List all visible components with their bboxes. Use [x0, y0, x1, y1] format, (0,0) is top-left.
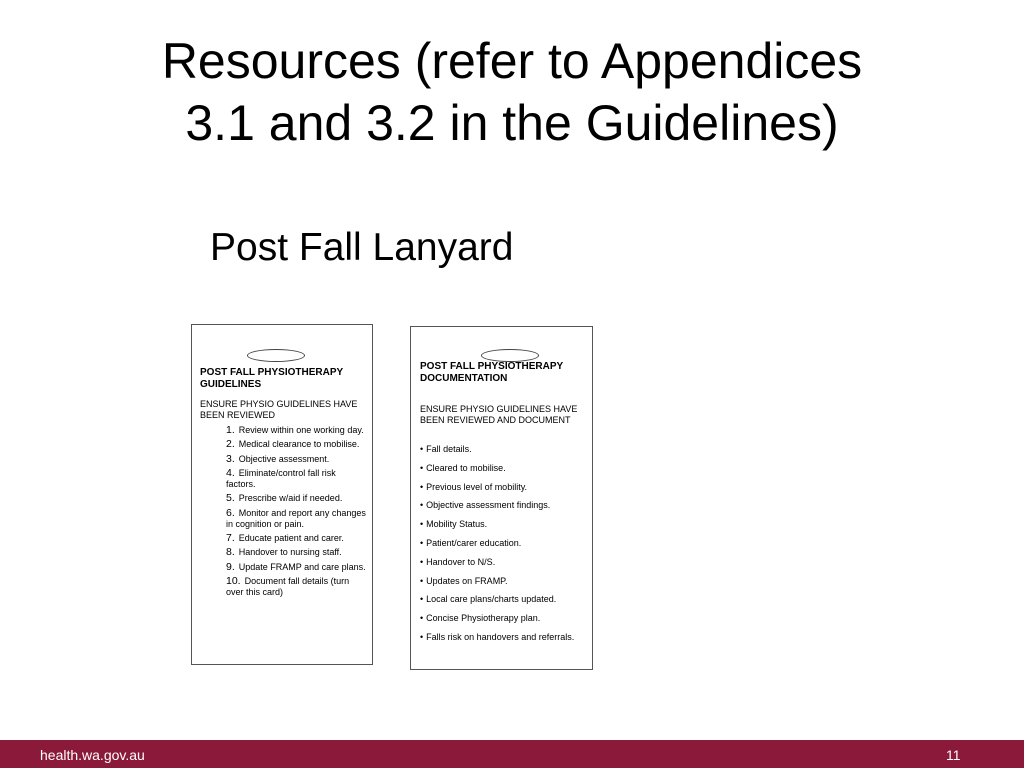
page-number: 11: [946, 747, 961, 763]
step-number: 9.: [226, 560, 235, 573]
guidelines-step: [226, 493, 366, 504]
step-number: 8.: [226, 546, 235, 559]
documentation-card-subtitle: ENSURE PHYSIO GUIDELINES HAVE BEEN REVIEWED AND DOCUMENT: [420, 404, 578, 425]
guidelines-step: [226, 562, 366, 573]
step-text: Review within one working day.: [238, 425, 364, 435]
step-text: Educate patient and carer.: [238, 533, 344, 544]
documentation-card-title: POST FALL PHYSIOTHERAPY DOCUMENTATION: [420, 361, 563, 384]
guidelines-step: [226, 576, 366, 598]
step-text: Handover to nursing staff.: [238, 547, 342, 558]
step-number: 5.: [226, 492, 235, 505]
slide-title: [0, 30, 1024, 154]
guidelines-step: [226, 508, 366, 530]
guidelines-step: [226, 533, 366, 544]
slide-title-line2: 3.1 and 3.2 in the Guidelines): [185, 95, 839, 151]
step-number: 6.: [226, 506, 235, 519]
step-text: Medical clearance to mobilise.: [238, 439, 360, 450]
step-number: 7.: [226, 532, 235, 545]
documentation-bullet: • Cleared to mobilise.: [420, 459, 590, 478]
documentation-bullet: • Falls risk on handovers and referrals.: [420, 628, 590, 647]
step-text: Update FRAMP and care plans.: [238, 561, 366, 572]
footer-bar: [0, 740, 1024, 768]
guidelines-card-subtitle: ENSURE PHYSIO GUIDELINES HAVE BEEN REVIEWED: [200, 399, 358, 420]
slide-subtitle: Post Fall Lanyard: [210, 226, 514, 269]
documentation-bullet: • Updates on FRAMP.: [420, 572, 590, 591]
guidelines-step: [226, 439, 366, 450]
lanyard-hole-icon: [247, 349, 305, 362]
guidelines-card-title: POST FALL PHYSIOTHERAPY GUIDELINES: [200, 367, 343, 390]
documentation-bullet: • Patient/carer education.: [420, 534, 590, 553]
step-text: Objective assessment.: [238, 453, 330, 464]
documentation-bullet: • Mobility Status.: [420, 515, 590, 534]
documentation-bullet: • Concise Physiotherapy plan.: [420, 609, 590, 628]
step-text: Eliminate/control fall risk factors.: [226, 467, 336, 490]
documentation-bullet: • Local care plans/charts updated.: [420, 590, 590, 609]
documentation-bullet: • Objective assessment findings.: [420, 496, 590, 515]
documentation-bullet: • Previous level of mobility.: [420, 478, 590, 497]
documentation-bullet: • Handover to N/S.: [420, 553, 590, 572]
step-number: 2.: [226, 438, 235, 451]
guidelines-step: [226, 468, 366, 490]
step-text: Prescribe w/aid if needed.: [238, 493, 343, 504]
guidelines-step: [226, 454, 366, 465]
documentation-bullet-list: [420, 440, 590, 647]
guidelines-step: [226, 425, 366, 436]
slide-title-line1: Resources (refer to Appendices: [161, 33, 863, 89]
step-number: 1.: [226, 424, 235, 436]
step-number: 3.: [226, 452, 235, 465]
documentation-bullet: • Fall details.: [420, 440, 590, 459]
guidelines-step: [226, 547, 366, 558]
step-number: 10.: [226, 575, 241, 588]
step-number: 4.: [226, 466, 235, 479]
step-text: Document fall details (turn over this card): [226, 576, 350, 598]
guidelines-steps-list: [226, 425, 366, 602]
step-text: Monitor and report any changes in cognition or pain.: [226, 507, 366, 529]
footer-site-link[interactable]: health.wa.gov.au: [40, 747, 145, 763]
